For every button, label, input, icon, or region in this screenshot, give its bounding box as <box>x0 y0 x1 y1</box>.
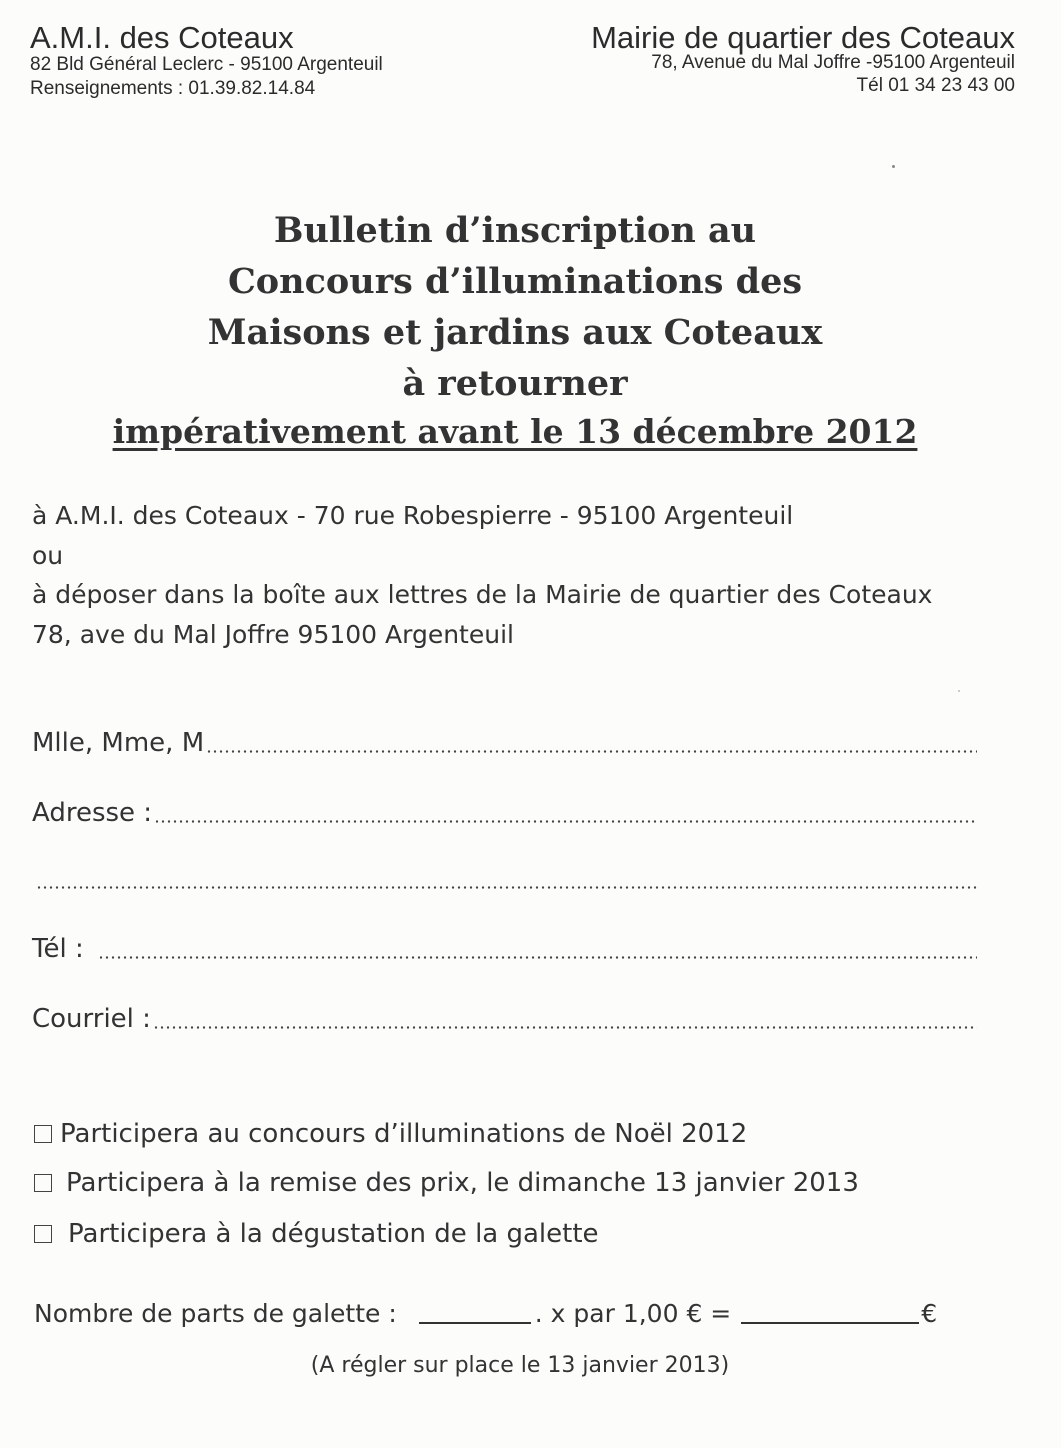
option-awards[interactable] <box>34 1165 859 1201</box>
header-right-address: 78, Avenue du Mal Joffre -95100 Argenteuil <box>651 52 1015 73</box>
return-address-ami: à A.M.I. des Coteaux - 70 rue Robespierre - 95100 Argenteuil <box>32 501 794 530</box>
phone-dotted-line[interactable] <box>98 956 977 959</box>
galette-total-blank[interactable] <box>741 1296 919 1324</box>
option-contest-label: Participera au concours d’illuminations de Noël 2012 <box>60 1119 748 1149</box>
return-address-mairie: à déposer dans la boîte aux lettres de la Mairie de quartier des Coteaux <box>32 580 933 609</box>
option-galette-label: Participera à la dégustation de la galette <box>68 1219 599 1249</box>
name-dotted-line[interactable] <box>206 750 977 753</box>
galette-checkbox[interactable] <box>34 1225 52 1243</box>
galette-label: Nombre de parts de galette : <box>34 1299 397 1328</box>
title-line-4: à retourner <box>402 363 628 404</box>
title-line-3: Maisons et jardins aux Coteaux <box>207 312 823 353</box>
galette-multiplier: . x par 1,00 € = <box>534 1299 732 1328</box>
header-right-title: Mairie de quartier des Coteaux <box>591 20 1015 55</box>
scan-speck <box>958 690 960 692</box>
title-line-2: Concours d’illuminations des <box>227 261 803 302</box>
title-deadline: impérativement avant le 13 décembre 2012 <box>112 412 918 451</box>
address-label: Adresse : <box>32 798 153 828</box>
contest-checkbox[interactable] <box>34 1125 52 1143</box>
option-contest[interactable] <box>34 1116 747 1152</box>
galette-currency: € <box>921 1299 938 1328</box>
header-right-phone: Tél 01 34 23 43 00 <box>856 75 1015 96</box>
awards-checkbox[interactable] <box>34 1174 52 1192</box>
scan-speck <box>892 165 895 168</box>
return-or: ou <box>32 541 64 570</box>
title-line-1: Bulletin d’inscription au <box>273 210 757 251</box>
option-awards-label: Participera à la remise des prix, le dimanche 13 janvier 2013 <box>66 1168 859 1198</box>
header-left-info: Renseignements : 01.39.82.14.84 <box>30 78 316 99</box>
name-label: Mlle, Mme, M <box>32 728 205 758</box>
email-field[interactable] <box>32 996 977 1036</box>
name-field[interactable] <box>32 720 977 760</box>
email-dotted-line[interactable] <box>153 1026 977 1029</box>
address-dotted-line-2[interactable] <box>36 886 977 889</box>
galette-row <box>34 1296 937 1332</box>
email-label: Courriel : <box>32 1004 151 1034</box>
address-field[interactable] <box>32 790 977 830</box>
address-field-line-2[interactable] <box>36 856 977 896</box>
phone-field[interactable] <box>32 926 977 966</box>
phone-label: Tél : <box>32 934 84 964</box>
header-left-address: 82 Bld Général Leclerc - 95100 Argenteuil <box>30 54 383 75</box>
option-galette[interactable] <box>34 1216 599 1252</box>
galette-count-blank[interactable] <box>419 1296 531 1324</box>
payment-note: (A régler sur place le 13 janvier 2013) <box>310 1353 730 1378</box>
form-title <box>0 205 1030 455</box>
address-dotted-line[interactable] <box>154 820 977 823</box>
header-left-title: A.M.I. des Coteaux <box>30 20 294 55</box>
return-address-mairie-street: 78, ave du Mal Joffre 95100 Argenteuil <box>32 620 514 649</box>
